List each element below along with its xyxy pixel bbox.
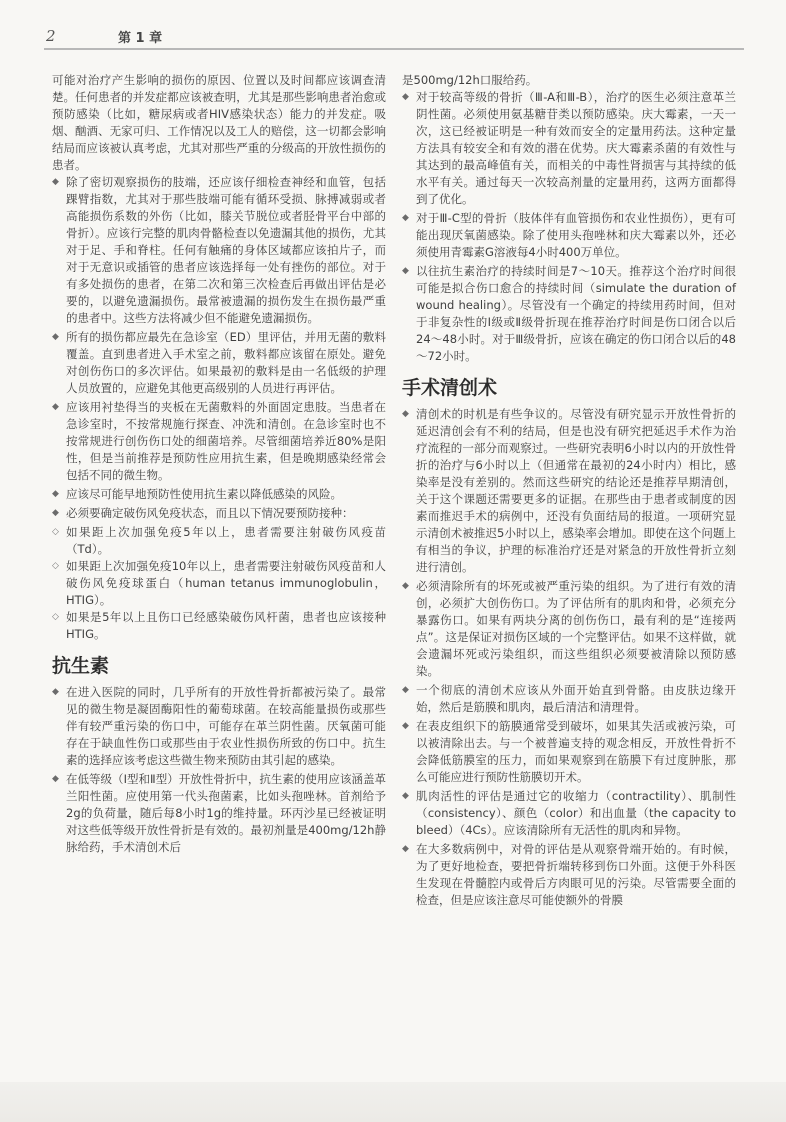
intro-paragraph: 可能对治疗产生影响的损伤的原因、位置以及时间都应该调查清楚。任何患者的并发症都应该被查明，尤其是那些影响患者治愈或预防感染（比如，糖尿病或者HIV感染状态）能力的并发症。吸烟、酗酒、无家可归、工作情况以及工人的赔偿，这一切都会影响结局而应该被认真考虑，尤其对那些严重的分级高的开放性损伤的患者。	[52, 73, 386, 172]
sub-bullet-item: ◇ 如果是5年以上且伤口已经感染破伤风杆菌，患者也应该接种HTIG。	[52, 609, 386, 643]
antibiotic-bullets-cont	[402, 89, 736, 365]
bullet-item: ◆ 肌肉活性的评估是通过它的收缩力（contractility）、肌制性（consistency）、颜色（color）和出血量（the capacity to bleed）（4Cs）。应该清除所有无活性的肌肉和异物。	[402, 788, 736, 839]
bullet-item: ◆ 应该尽可能早地预防性使用抗生素以降低感染的风险。	[52, 486, 386, 503]
page-header	[44, 26, 744, 50]
sub-bullet-item: ◇ 如果距上次加强免疫10年以上，患者需要注射破伤风疫苗和人破伤风免疫球蛋白（human tetanus immunoglobulin，HTIG）。	[52, 558, 386, 609]
bullet-item: ◆ 清创术的时机是有些争议的。尽管没有研究显示开放性骨折的延迟清创会有不利的结局，但是也没有研究把延迟手术作为治疗流程的一部分而观察过。一些研究表明6小时以内的开放性骨折的治疗与6小时以上（但通常在最初的24小时内）相比，感染率是没有差别的。然而这些研究的结论还是推荐早期清创，关于这个课题还需要更多的证据。在那些由于患者或制度的因素而推迟手术的病例中，还没有负面结局的报道。一项研究显示清创术被推迟5小时以上，感染率会增加。即使在这个问题上有相当的争议，护理的标准治疗还是对紧急的开放性骨折立刻进行清创。	[402, 406, 736, 576]
page-footer-band	[0, 1082, 786, 1122]
bullet-item: ◆ 在进入医院的同时，几乎所有的开放性骨折都被污染了。最常见的微生物是凝固酶阳性的葡萄球菌。在较高能量损伤或那些伴有较严重污染的伤口中，可能存在革兰阴性菌。厌氧菌可能存在于缺血性伤口或那些由于农业性损伤所致的伤口中。抗生素的选择应该考虑这些微生物来预防由其引起的感染。	[52, 684, 386, 769]
bullet-item: ◆ 对于Ⅲ-C型的骨折（肢体伴有血管损伤和农业性损伤），更有可能出现厌氧菌感染。除了使用头孢唑林和庆大霉素以外，还必须使用青霉素G溶液每4小时400万单位。	[402, 210, 736, 261]
bullet-item: ◆ 除了密切观察损伤的肢端，还应该仔细检查神经和血管，包括踝臂指数，尤其对于那些肢端可能有循环受损、脉搏减弱或者高能损伤系数的外伤（比如，膝关节脱位或者胫骨平台中部的骨折）。应该行完整的肌肉骨骼检查以免遗漏其他的损伤，尤其对于足、手和脊柱。任何有触痛的身体区域都应该拍片子，而对于无意识或插管的患者应该选择每一处有挫伤的部位。对于有多处损伤的患者，在第二次和第三次检查后再做出评估是必要的，以避免遗漏损伤。最常被遗漏的损伤发生在损伤最严重的患者中。这些方法将减少但不能避免遗漏损伤。	[52, 174, 386, 327]
bullet-item: ◆ 必须要确定破伤风免疫状态，而且以下情况要预防接种：	[52, 505, 386, 522]
bullet-item: ◆ 对于较高等级的骨折（Ⅲ-A和Ⅲ-B），治疗的医生必须注意革兰阴性菌。必须使用氨基糖苷类以预防感染。庆大霉素，一天一次，这已经被证明是一种有效而安全的定量用药法。这种定量方法具有较安全和有效的潜在优势。庆大霉素杀菌的有效性与其达到的最高峰值有关，而相关的中毒性肾损害与其持续的低水平有关。通过每天一次较高剂量的定量用药，这两方面都得到了优化。	[402, 89, 736, 208]
left-column	[52, 72, 386, 858]
continuation-paragraph: 是500mg/12h口服给药。	[402, 73, 538, 87]
bullet-item: ◆ 在低等级（Ⅰ型和Ⅱ型）开放性骨折中，抗生素的使用应该涵盖革兰阳性菌。应使用第一代头孢菌素，比如头孢唑林。首剂给予2g的负荷量，随后每8小时1g的维持量。环丙沙星已经被证明对这些低等级开放性骨折是有效的。最初剂量是400mg/12h静脉给药，手术清创术后	[52, 771, 386, 856]
bullet-item: ◆ 一个彻底的清创术应该从外面开始直到骨骼。由皮肤边缘开始，然后是筋膜和肌肉，最后清洁和清理骨。	[402, 682, 736, 716]
antibiotic-bullets	[52, 684, 386, 856]
sub-bullet-item: ◇ 如果距上次加强免疫5年以上，患者需要注射破伤风疫苗（Td）。	[52, 524, 386, 558]
assessment-bullets	[52, 174, 386, 522]
debridement-bullets	[402, 406, 736, 909]
right-column	[402, 72, 736, 911]
section-heading-debridement: 手术清创术	[402, 377, 498, 399]
section-heading-antibiotics: 抗生素	[52, 655, 110, 677]
page-number: 2	[46, 27, 56, 45]
bullet-item: ◆ 在大多数病例中，对骨的评估是从观察骨端开始的。有时候，为了更好地检查，要把骨折端转移到伤口外面。这便于外科医生发现在骨髓腔内或骨后方肉眼可见的污染。尽管需要全面的检查，但是应该注意尽可能使额外的骨膜	[402, 841, 736, 909]
bullet-item: ◆ 以往抗生素治疗的持续时间是7～10天。推荐这个治疗时间很可能是拟合伤口愈合的持续时间（simulate the duration of wound healing）。尽管没有一个确定的持续用药时间，但对于非复杂性的Ⅰ级或Ⅱ级骨折现在推荐治疗时间是伤口闭合以后24～48小时。对于Ⅲ级骨折，应该在确定的伤口闭合以后的48～72小时。	[402, 263, 736, 365]
chapter-title: 第 1 章	[118, 31, 163, 46]
bullet-item: ◆ 在表皮组织下的筋膜通常受到破坏，如果其失活或被污染，可以被清除出去。与一个被普遍支持的观念相反，开放性骨折不会降低筋膜室的压力，而如果观察到在筋膜下有过度肿胀，那么可能应进行预防性筋膜切开术。	[402, 718, 736, 786]
bullet-item: ◆ 必须清除所有的坏死或被严重污染的组织。为了进行有效的清创，必须扩大创伤伤口。为了评估所有的肌肉和骨，必须充分暴露伤口。如果有两块分离的创伤伤口，最有利的是“连接两点”。这是保证对损伤区域的一个完整评估。如果不这样做，就会遗漏坏死或污染组织，而这些组织必须要被清除以预防感染。	[402, 578, 736, 680]
bullet-item: ◆ 所有的损伤都应最先在急诊室（ED）里评估，并用无菌的敷料覆盖。直到患者进入手术室之前，敷料都应该留在原处。避免对创伤伤口的多次评估。如果最初的敷料是由一名低级的护理人员放置的，应避免其他更高级别的人员进行再评估。	[52, 329, 386, 397]
tetanus-sub-bullets	[52, 524, 386, 643]
bullet-item: ◆ 应该用衬垫得当的夹板在无菌敷料的外面固定患肢。当患者在急诊室时，不按常规施行探查、冲洗和清创。在急诊室时也不按常规进行创伤伤口处的细菌培养。尽管细菌培养近80%是阳性，但是当前推荐是预防性应用抗生素，但是晚期感染经常会包括不同的微生物。	[52, 399, 386, 484]
